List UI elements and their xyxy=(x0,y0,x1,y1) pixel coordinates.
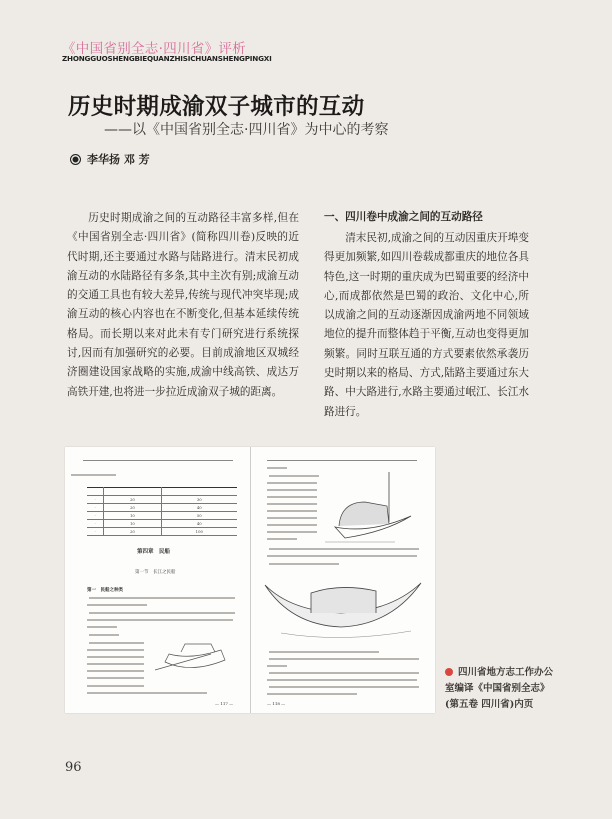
page-number-118: — 118 — xyxy=(267,701,286,706)
figure-caption: 四川省地方志工作办公室编译《中国省别全志》(第五卷 四川省)内页 xyxy=(445,667,554,710)
running-header xyxy=(83,455,233,461)
boat-illustration xyxy=(151,640,231,682)
houseboat-illustration xyxy=(261,575,426,645)
article-title: 历史时期成渝双子城市的互动 xyxy=(68,94,365,120)
bullet-icon xyxy=(70,154,81,165)
section-heading: 一、四川卷中成渝之间的互动路径 xyxy=(324,211,483,223)
sailboat-illustration xyxy=(325,472,415,550)
intro-column xyxy=(67,209,299,402)
running-header xyxy=(267,455,417,461)
section-paragraph: 清末民初,成渝之间的互动因重庆开埠变得更加频繁,如四川卷载成都重庆的地位各具特色,这一时期的重庆成为巴蜀重要的经济中心,而成都依然是巴蜀的政治、文化中心,所以成渝之间的互动逐渐因成渝两地不同领域地位的提升而整体趋于平衡,互动也变得更加频繁。同时互联互通的方式要素依然承袭历史时期以来的格局、方式,陆路主要通过东大路、中大路进行,水路主要通过岷江、长江水路进行。 xyxy=(324,232,529,418)
data-table: · 20 30 · 20 40 · 10 50 · 10 40 · 20 100 xyxy=(87,487,237,536)
book-page-right xyxy=(251,447,435,713)
authors: 李华扬 邓 芳 xyxy=(87,153,150,166)
caption-bullet-icon xyxy=(445,668,453,676)
article-subtitle: ——以《中国省别全志·四川省》为中心的考察 xyxy=(104,122,389,138)
page-number-117: — 117 — xyxy=(215,701,234,706)
page-number: 96 xyxy=(65,760,82,775)
column-title: 《中国省别全志·四川省》评析 xyxy=(62,41,246,57)
section-column xyxy=(324,229,529,422)
book-page-left xyxy=(65,447,251,713)
column-title-pinyin: ZHONGGUOSHENGBIEQUANZHISICHUANSHENGPINGXI xyxy=(62,54,272,63)
subsection-heading: 第一 民船之种类 xyxy=(87,588,123,593)
chapter-heading: 第四章 民船 xyxy=(137,549,171,555)
author-line xyxy=(70,151,150,167)
intro-paragraph: 历史时期成渝之间的互动路径丰富多样,但在《中国省别全志·四川省》(简称四川卷)反映的近代时期,还主要通过水路与陆路进行。清末民初成渝互动的水陆路径有多条,其中主次有别;成渝互动的交通工具也有较大差异,传统与现代冲突毕现;成渝互动的核心内容也在不断变化,但基本延续传统格局。而长期以来对此未有专门研究进行系统探讨,因而有加强研究的必要。目前成渝地区双城经济圈建设国家战略的实施,成渝中线高铁、成达万高铁开建,也将进一步拉近成渝双子城的距离。 xyxy=(67,212,299,398)
section-heading-small: 第一节 长江之民船 xyxy=(135,570,176,575)
book-pages-figure xyxy=(65,447,435,713)
